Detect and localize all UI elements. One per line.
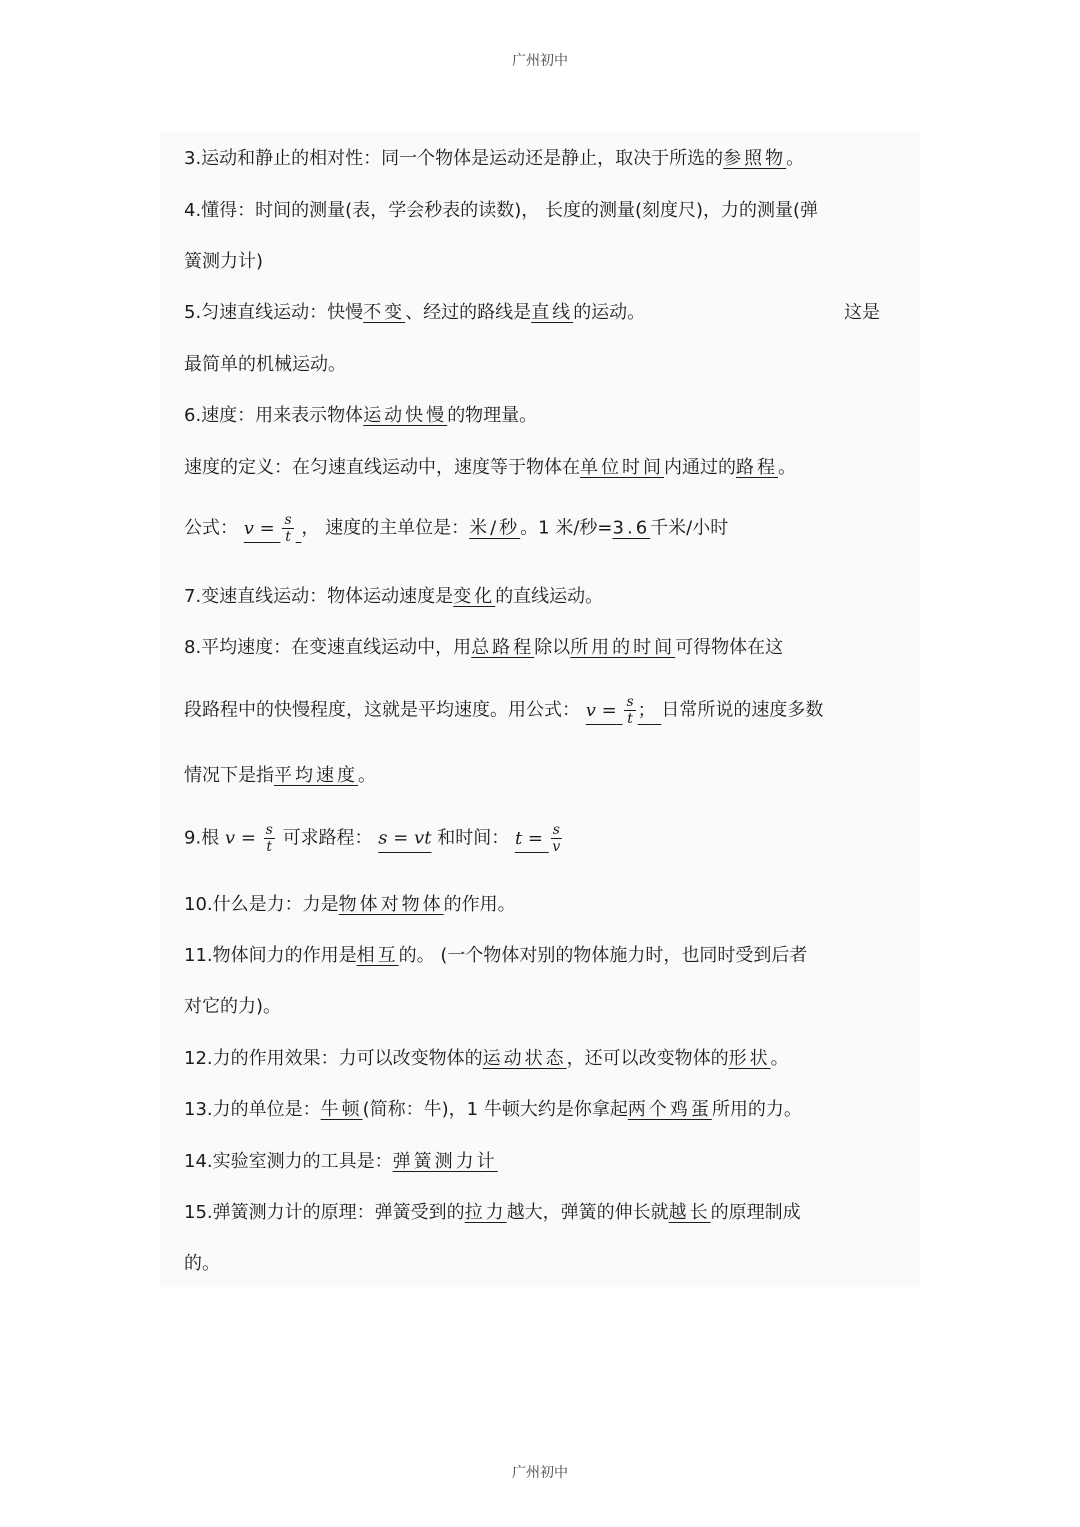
item-11: 11.物体间力的作用是相互的。 (一个物体对别的物体施力时，也同时受到后者 (184, 945, 808, 966)
document-body (160, 132, 920, 1287)
formula-fraction: $\frac{s}{v}$ (552, 822, 561, 855)
formula-fraction: $\frac{s}{t}$ (284, 512, 292, 545)
item-8-cont: 段路程中的快慢程度，这就是平均速度。用公式： v = $\frac{s}{t}$ ； 日常所说的速度多数 (184, 694, 824, 727)
item-5-cont: 最简单的机械运动。 (184, 354, 346, 375)
item-11-cont: 对它的力)。 (184, 996, 282, 1017)
formula-fraction: $\frac{s}{t}$ (265, 822, 273, 855)
item-9: 9.根 v = $\frac{s}{t}$ 可求路程： s = vt 和时间： t = $\frac{s}{v}$ (184, 822, 561, 855)
item-4: 4.懂得：时间的测量(表，学会秒表的读数)， 长度的测量(刻度尺)，力的测量(弹 (184, 200, 819, 221)
item-6-formula: 公式： v = $\frac{s}{t}$ ， 速度的主单位是：米/秒。1 米/秒=3.6千米/小时 (184, 512, 729, 545)
formula-fraction: $\frac{s}{t}$ (626, 694, 634, 727)
item-14: 14.实验室测力的工具是：弹簧测力计 (184, 1151, 498, 1172)
item-10: 10.什么是力：力是物体对物体的作用。 (184, 894, 516, 915)
item-5: 5.匀速直线运动：快慢不变、经过的路线是直线的运动。 这是 (184, 302, 880, 323)
item-6: 6.速度：用来表示物体运动快慢的物理量。 (184, 405, 538, 426)
page-header: 广州初中 (512, 53, 568, 69)
item-12: 12.力的作用效果：力可以改变物体的运动状态，还可以改变物体的形状。 (184, 1048, 789, 1069)
page-footer: 广州初中 (512, 1465, 568, 1481)
item-3: 3.运动和静止的相对性：同一个物体是运动还是静止，取决于所选的参照物。 (184, 148, 805, 169)
item-15-cont: 的。 (184, 1253, 220, 1274)
item-8-cont2: 情况下是指平均速度。 (184, 765, 376, 786)
item-6-definition: 速度的定义：在匀速直线运动中，速度等于物体在单位时间内通过的路程。 (184, 457, 796, 478)
item-13: 13.力的单位是：牛顿(简称：牛)，1 牛顿大约是你拿起两个鸡蛋所用的力。 (184, 1099, 802, 1120)
item-7: 7.变速直线运动：物体运动速度是变化的直线运动。 (184, 586, 604, 607)
item-15: 15.弹簧测力计的原理：弹簧受到的拉力越大，弹簧的伸长就越长的原理制成 (184, 1202, 801, 1223)
item-8: 8.平均速度：在变速直线运动中，用总路程除以所用的时间可得物体在这 (184, 637, 784, 658)
item-4-cont: 簧测力计) (184, 251, 264, 272)
